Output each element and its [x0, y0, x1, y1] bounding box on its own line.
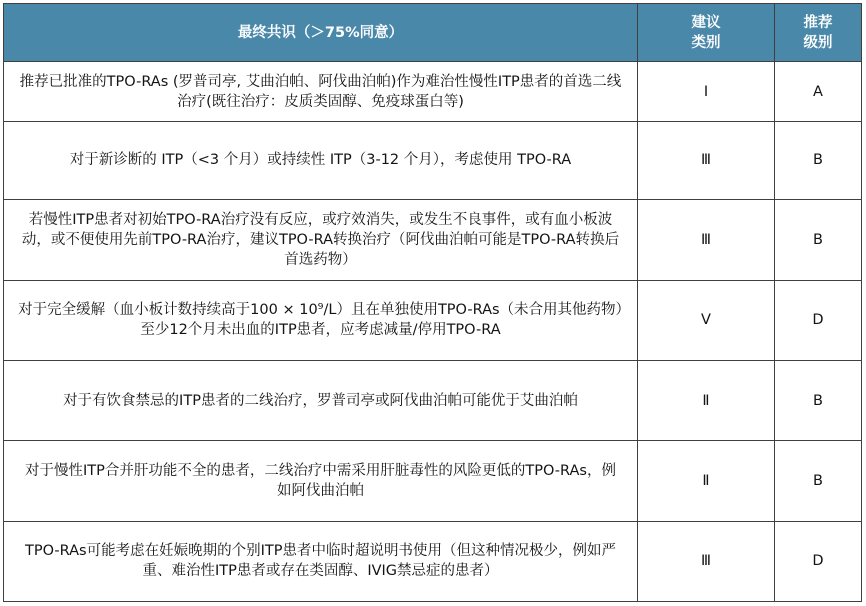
consensus-table	[3, 3, 862, 602]
table-row	[4, 122, 862, 199]
table-row	[4, 199, 862, 280]
row-category: Ⅲ	[638, 199, 775, 280]
row-grade: B	[775, 361, 862, 441]
table-row	[4, 521, 862, 601]
header-category: 建议 类别	[638, 4, 775, 62]
row-category: Ⅱ	[638, 361, 775, 441]
row-statement: 推荐已批准的TPO-RAs (罗普司亭, 艾曲泊帕、阿伐曲泊帕)作为难治性慢性ITP患者的首选二线治疗(既往治疗：皮质类固醇、免疫球蛋白等)	[4, 62, 638, 122]
row-statement: TPO-RAs可能考虑在妊娠晚期的个别ITP患者中临时超说明书使用（但这种情况极少，例如严重、难治性ITP患者或存在类固醇、IVIG禁忌症的患者）	[4, 521, 638, 601]
table-row	[4, 280, 862, 360]
row-grade: A	[775, 62, 862, 122]
row-grade: B	[775, 199, 862, 280]
row-statement: 对于慢性ITP合并肝功能不全的患者，二线治疗中需采用肝脏毒性的风险更低的TPO-RAs，例如阿伐曲泊帕	[4, 441, 638, 521]
table-row	[4, 62, 862, 122]
table-row	[4, 441, 862, 521]
row-grade: B	[775, 441, 862, 521]
row-statement: 对于完全缓解（血小板计数持续高于100 × 10⁹/L）且在单独使用TPO-RAs（未合用其他药物）至少12个月未出血的ITP患者，应考虑减量/停用TPO-RA	[4, 280, 638, 360]
row-category: Ⅱ	[638, 441, 775, 521]
row-category: Ⅰ	[638, 62, 775, 122]
row-grade: B	[775, 122, 862, 199]
header-statement: 最终共识（＞75%同意）	[4, 4, 638, 62]
row-statement: 对于有饮食禁忌的ITP患者的二线治疗，罗普司亭或阿伐曲泊帕可能优于艾曲泊帕	[4, 361, 638, 441]
row-category: Ⅲ	[638, 521, 775, 601]
row-grade: D	[775, 521, 862, 601]
row-grade: D	[775, 280, 862, 360]
table-row	[4, 361, 862, 441]
header-grade: 推荐 级别	[775, 4, 862, 62]
row-statement: 对于新诊断的 ITP（<3 个月）或持续性 ITP（3-12 个月），考虑使用 TPO-RA	[4, 122, 638, 199]
row-category: Ⅲ	[638, 122, 775, 199]
row-statement: 若慢性ITP患者对初始TPO-RA治疗没有反应，或疗效消失，或发生不良事件，或有血小板波动，或不便使用先前TPO-RA治疗，建议TPO-RA转换治疗（阿伐曲泊帕可能是TPO-RA转换后首选药物）	[4, 199, 638, 280]
row-category: Ⅴ	[638, 280, 775, 360]
table-header-row	[4, 4, 862, 62]
